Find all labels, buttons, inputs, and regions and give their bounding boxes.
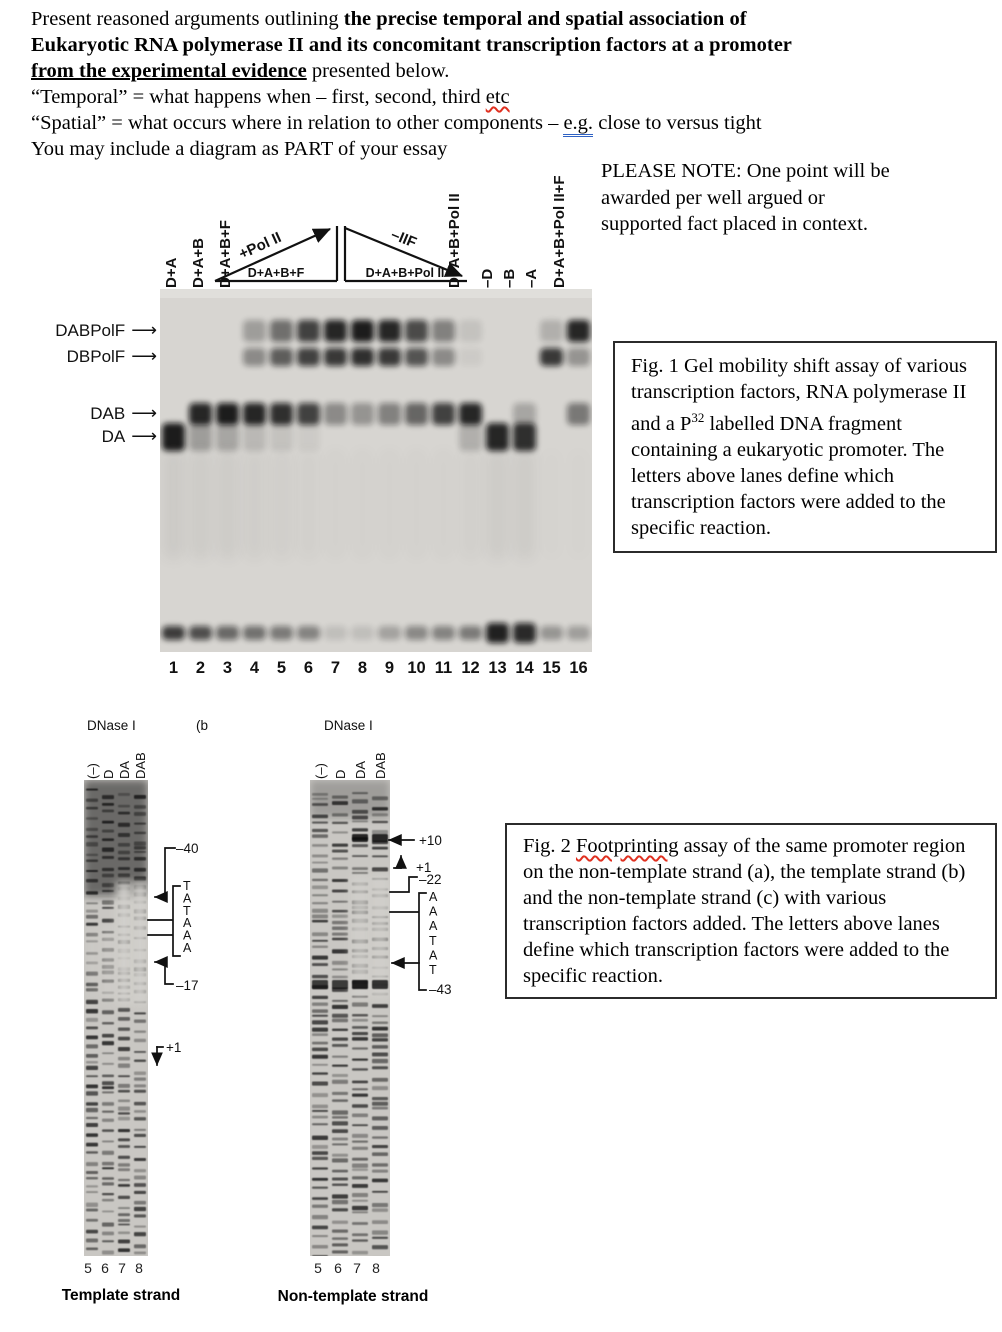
svg-text:D+A+B+Pol II: D+A+B+Pol II xyxy=(365,266,445,280)
emsa-lane xyxy=(432,320,455,640)
annotation-text: –43 xyxy=(429,982,452,997)
band-label-text: DBPolF xyxy=(66,347,126,366)
emsa-lane-number: 11 xyxy=(434,659,453,677)
footprint-lane-label: D xyxy=(101,769,116,779)
fig2-caption xyxy=(505,823,997,999)
footprint-lane-number: 7 xyxy=(353,1260,361,1276)
annotation-text: –40 xyxy=(176,841,199,856)
emsa-lane xyxy=(324,320,347,640)
fig1-lane-label: D+A+B+F xyxy=(217,220,234,288)
svg-text:+Pol II: +Pol II xyxy=(236,228,284,263)
emsa-lane-number: 15 xyxy=(542,659,561,677)
emsa-lane xyxy=(513,403,536,643)
footprint-gel-nontemplate xyxy=(310,780,390,1256)
template-strand-label: Template strand xyxy=(61,1287,181,1304)
right-arrow-icon: ⟶ xyxy=(131,320,157,340)
emsa-lane-number: 14 xyxy=(515,659,534,677)
dnase-label-right: DNase I xyxy=(324,718,373,733)
right-arrow-icon: ⟶ xyxy=(131,426,157,446)
svg-text:–IIF: –IIF xyxy=(388,226,419,252)
emsa-lane-number: 13 xyxy=(488,659,507,677)
annotation-text: A xyxy=(183,916,192,931)
emsa-lane-number: 3 xyxy=(222,659,233,677)
footprint-lane-number: 6 xyxy=(101,1260,109,1276)
fig1-lane-label: D+A+B+Pol II+F xyxy=(551,175,568,288)
prompt-segment: Eukaryotic RNA polymerase II and its concomitant transcription factors at a promoter xyxy=(31,34,792,56)
prompt-segment: You may include a diagram as PART of your essay xyxy=(31,138,448,160)
please-note: PLEASE NOTE: One point will be awarded per well argued or supported fact placed in context. xyxy=(601,160,890,235)
prompt-segment: Present reasoned arguments outlining xyxy=(31,8,344,30)
annotation-text: A xyxy=(429,890,438,904)
footprint-lane xyxy=(350,780,370,1256)
fig2-left-annotations xyxy=(140,828,210,1088)
protected-footprint-region xyxy=(117,882,132,1005)
right-arrow-icon: ⟶ xyxy=(131,403,157,423)
footprint-lane-label: DAB xyxy=(133,752,148,779)
footprint-lane-number: 6 xyxy=(334,1260,342,1276)
emsa-lane xyxy=(297,320,320,640)
emsa-lane xyxy=(243,320,266,640)
fig1-caption-text: Fig. 1 Gel mobility shift assay of various transcription factors, RNA polymerase II and a P xyxy=(631,355,967,435)
svg-text:D+A+B+F: D+A+B+F xyxy=(247,266,305,280)
emsa-lane-number: 16 xyxy=(569,659,588,677)
prompt-line xyxy=(31,84,792,110)
nontemplate-strand-label: Non-template strand xyxy=(277,1288,429,1305)
fig1-titration-triangles xyxy=(200,210,480,290)
emsa-lane-number: 10 xyxy=(407,659,426,677)
emsa-lane xyxy=(189,403,212,640)
fig2-caption-footprinting: Footprinting xyxy=(575,835,679,857)
footprint-lane xyxy=(330,780,350,1256)
emsa-lane xyxy=(540,320,563,640)
emsa-band-label xyxy=(0,424,157,450)
footprint-lane-label: (–) xyxy=(313,763,328,779)
fig1-lane-label: D+A+B+Pol II xyxy=(446,193,463,288)
emsa-lane xyxy=(486,423,509,643)
annotation-text: A xyxy=(429,919,438,934)
fig1-lane-label: D+A xyxy=(163,257,180,288)
fig2-right-annotations xyxy=(386,826,476,1011)
annotation-text: +10 xyxy=(419,833,442,848)
prompt-segment: from the experimental evidence xyxy=(31,60,307,82)
protected-footprint-region xyxy=(85,932,100,994)
annotation-text: A xyxy=(429,948,438,963)
prompt-segment: “Spatial” = what occurs where in relation to other components – xyxy=(31,112,564,134)
band-label-text: DAB xyxy=(90,404,126,423)
footprint-lane-label: DA xyxy=(117,760,132,779)
fig2-caption-text: Fig. 2 xyxy=(523,835,576,857)
prompt-line xyxy=(31,110,792,136)
band-label-text: DABPolF xyxy=(55,321,126,340)
annotation-text: A xyxy=(183,941,192,955)
annotation-text: T xyxy=(183,903,191,918)
fig1-lane-label: –A xyxy=(523,268,540,288)
footprint-gel-template xyxy=(84,780,148,1256)
emsa-gel-image xyxy=(160,289,592,652)
emsa-lane xyxy=(351,320,374,640)
dnase-label-left: DNase I xyxy=(87,718,136,733)
annotation-text: +1 xyxy=(166,1040,182,1055)
emsa-lane-number: 8 xyxy=(357,659,368,677)
prompt-segment: e.g. xyxy=(563,112,593,137)
prompt-line xyxy=(31,58,792,84)
emsa-band-label xyxy=(0,344,157,370)
emsa-lane xyxy=(216,403,239,640)
annotation-text: A xyxy=(429,904,438,919)
emsa-lane-number: 7 xyxy=(330,659,341,677)
annotation-text: A xyxy=(183,891,192,906)
emsa-lane xyxy=(162,423,185,640)
right-arrow-icon: ⟶ xyxy=(131,346,157,366)
footprint-lane-label: DA xyxy=(353,760,368,779)
footprint-lane-number: 5 xyxy=(84,1260,92,1276)
fig1-lane-label: –B xyxy=(501,268,518,288)
emsa-band-label xyxy=(0,401,157,427)
emsa-lane xyxy=(405,320,428,640)
fig1-lane-label: D+A+B xyxy=(190,237,207,288)
emsa-lane xyxy=(567,320,590,640)
prompt-segment: close to versus tight xyxy=(593,112,762,134)
panel-b-partial-label: (b xyxy=(196,718,209,733)
annotation-text: –22 xyxy=(419,872,442,887)
protected-footprint-region xyxy=(351,875,370,998)
prompt-line xyxy=(31,6,792,32)
emsa-lane xyxy=(378,320,401,640)
footprint-lane-label: DAB xyxy=(373,752,388,779)
emsa-lane-number: 2 xyxy=(195,659,206,677)
fig2-caption-text-tail: assay of the same promoter region on the non-template strand (a), the template strand (b) and the non-template strand (c) with various transcription factors added. The letters above lanes define which transcription factors were added to the specific reaction. xyxy=(523,835,966,987)
emsa-lane-number: 4 xyxy=(249,659,260,677)
annotation-text: –17 xyxy=(176,978,199,993)
protected-footprint-region xyxy=(101,926,116,1000)
prompt-segment: presented below. xyxy=(306,60,450,82)
emsa-band-label xyxy=(0,318,157,344)
emsa-lane-number: 1 xyxy=(168,659,179,677)
footprint-lane-number: 8 xyxy=(135,1260,143,1276)
annotation-text: A xyxy=(183,928,192,943)
fig1-caption xyxy=(613,341,997,553)
emsa-lane-number: 12 xyxy=(461,659,480,677)
emsa-lane xyxy=(459,320,482,640)
footprint-lane xyxy=(310,780,330,1256)
fig1-caption-text-tail: labelled DNA fragment containing a eukaryotic promoter. The letters above lanes define which transcription factors were added to the specific reaction. xyxy=(631,412,946,539)
prompt-segment: the precise temporal and spatial association of xyxy=(343,8,747,30)
footprint-lane-label: (–) xyxy=(85,763,100,779)
footprint-lane-label: D xyxy=(333,769,348,779)
footprint-lane-number: 5 xyxy=(314,1260,322,1276)
prompt-text xyxy=(31,6,792,162)
prompt-line xyxy=(31,32,792,58)
prompt-segment: “Temporal” = what happens when – first, second, third xyxy=(31,86,486,108)
prompt-segment: etc xyxy=(485,86,510,108)
annotation-text: T xyxy=(183,879,191,893)
footprint-lane-number: 8 xyxy=(372,1260,380,1276)
annotation-text: T xyxy=(429,933,437,948)
fig1-lane-label: –D xyxy=(479,268,496,288)
emsa-lane-number: 5 xyxy=(276,659,287,677)
emsa-lane-number: 9 xyxy=(384,659,395,677)
annotation-text: T xyxy=(429,963,437,977)
emsa-lane-number: 6 xyxy=(303,659,314,677)
annotation-text: +1 xyxy=(416,860,432,875)
band-label-text: DA xyxy=(101,427,126,446)
p32-superscript: 32 xyxy=(691,410,705,425)
emsa-lane xyxy=(270,320,293,640)
footprint-lane-number: 7 xyxy=(118,1260,126,1276)
